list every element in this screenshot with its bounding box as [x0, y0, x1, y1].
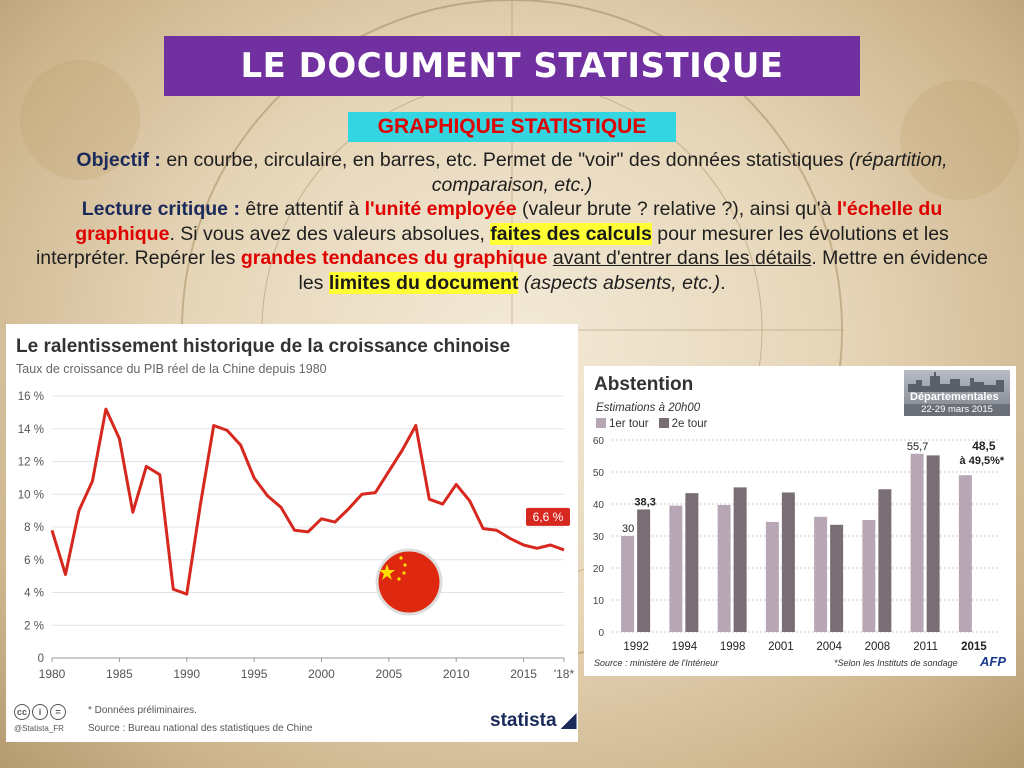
cc-icon: cc — [14, 704, 30, 720]
x-tick-label: 1995 — [240, 667, 268, 681]
flag-small-star-icon — [402, 571, 405, 574]
flag-small-star-icon — [397, 577, 400, 580]
x-tick-label: 1990 — [173, 667, 201, 681]
skyline-icon — [904, 370, 1010, 392]
flag-small-star-icon — [399, 556, 402, 559]
abstention-subtitle: Estimations à 20h00 — [596, 402, 701, 414]
flag-small-star-icon — [403, 563, 406, 566]
growth-series-line — [52, 409, 564, 594]
lecture-text-a: être attentif à — [239, 198, 365, 220]
abstention-chart-card — [584, 366, 1016, 676]
bar-2e-tour — [782, 492, 795, 632]
objectif-label: Objectif : — [76, 149, 161, 171]
x-tick-label: 1992 — [623, 641, 649, 653]
y-tick-label: 0 — [37, 653, 44, 665]
y-tick-label: 20 — [592, 564, 604, 575]
bar-2e-tour — [878, 489, 891, 632]
lecture-text-f: . Mettre en évidence les — [298, 247, 989, 294]
china-chart-title: Le ralentissement historique de la croissance chinoise — [16, 336, 511, 357]
x-tick-label: 2011 — [913, 641, 938, 653]
data-label: 55,7 — [906, 440, 929, 453]
x-tick-label: 2010 — [442, 667, 470, 681]
objectif-italic: (répartition, comparaison, etc.) — [431, 149, 948, 196]
legend-label-2: 2e tour — [671, 418, 708, 430]
abstention-bar-chart — [584, 430, 1016, 660]
x-tick-label: 2001 — [768, 641, 794, 653]
y-tick-label: 14 % — [17, 423, 44, 436]
slide-subtitle: GRAPHIQUE STATISTIQUE — [348, 112, 676, 142]
legend-label-1: 1er tour — [609, 418, 649, 430]
bar-1er-tour — [669, 506, 682, 632]
objectif-text: en courbe, circulaire, en barres, etc. Permet de "voir" des données statistiques — [160, 149, 849, 171]
china-chart-subtitle: Taux de croissance du PIB réel de la Chine depuis 1980 — [16, 362, 327, 376]
x-tick-label: '18* — [553, 667, 575, 681]
lecture-text-h: . — [720, 271, 726, 294]
y-tick-label: 16 % — [17, 391, 44, 403]
y-tick-label: 0 — [598, 628, 604, 639]
china-flag-icon — [377, 550, 441, 614]
lecture-label: Lecture critique : — [81, 198, 240, 220]
license-icons — [14, 704, 66, 720]
bar-1er-tour — [621, 536, 634, 632]
equal-icon: = — [50, 704, 66, 720]
x-tick-label: 2008 — [864, 641, 891, 653]
bar-1er-tour — [911, 454, 924, 632]
lecture-red-unite: l'unité employée — [364, 198, 517, 220]
bar-1er-tour — [718, 505, 731, 632]
bar-2e-tour — [637, 509, 650, 632]
statista-logo-icon — [561, 713, 577, 729]
legend-swatch-1 — [596, 418, 606, 428]
abstention-note: *Selon les Instituts de sondage — [834, 658, 958, 668]
abstention-title: Abstention — [594, 374, 694, 395]
badge-date: 22-29 mars 2015 — [904, 404, 1010, 416]
statista-handle: @Statista_FR — [14, 724, 64, 733]
bar-2e-tour — [830, 525, 843, 632]
abstention-source: Source : ministère de l'Intérieur — [594, 658, 719, 668]
y-tick-label: 2 % — [24, 620, 44, 633]
legend-item-1er-tour — [596, 418, 649, 430]
y-tick-label: 6 % — [24, 554, 44, 567]
lecture-text-b: (valeur brute ? relative ?), ainsi qu'à — [516, 198, 837, 220]
lecture-red-echelle: l'échelle du graphique — [75, 198, 943, 245]
y-tick-label: 10 — [592, 596, 604, 607]
y-tick-label: 60 — [592, 436, 604, 447]
abstention-legend — [596, 418, 707, 430]
china-growth-line-chart — [6, 380, 578, 750]
statista-logo — [490, 710, 577, 732]
y-tick-label: 50 — [592, 468, 604, 479]
bar-2e-tour — [685, 493, 698, 632]
data-label: 30 — [622, 523, 635, 535]
x-tick-label: 2015 — [961, 641, 987, 653]
y-tick-label: 40 — [592, 500, 604, 511]
departementales-badge — [904, 370, 1010, 416]
x-tick-label: 1980 — [38, 667, 66, 681]
y-tick-label: 12 % — [17, 456, 44, 469]
bar-1er-tour — [862, 520, 875, 632]
china-source: Source : Bureau national des statistiques de Chine — [88, 723, 313, 734]
y-tick-label: 4 % — [24, 587, 44, 600]
lecture-italic: (aspects absents, etc.) — [523, 271, 721, 294]
data-label: à 49,5%* — [959, 454, 1005, 467]
bar-1er-tour — [766, 522, 779, 632]
y-tick-label: 10 % — [17, 489, 44, 502]
x-tick-label: 1985 — [106, 667, 133, 681]
slide-title: LE DOCUMENT STATISTIQUE — [164, 36, 860, 96]
y-tick-label: 8 % — [24, 522, 44, 534]
lecture-red-tendances: grandes tendances du graphique — [240, 247, 548, 269]
y-tick-label: 30 — [592, 532, 604, 543]
legend-item-2e-tour — [659, 418, 708, 430]
bar-1er-tour — [814, 517, 827, 632]
data-label: 38,3 — [634, 496, 656, 509]
lecture-text-c: . Si vous avez des valeurs absolues, — [169, 222, 491, 245]
badge-title: Départementales — [910, 391, 999, 403]
statista-logo-text: statista — [490, 710, 557, 731]
attribution-icon: i — [32, 704, 48, 720]
body-text — [30, 148, 994, 295]
bar-2e-tour — [927, 455, 940, 632]
x-tick-label: 2000 — [308, 667, 335, 681]
callout-label: 6,6 % — [532, 509, 564, 524]
lecture-highlight-limites: limites du document — [328, 271, 519, 294]
lecture-underline: avant d'entrer dans les détails — [552, 247, 812, 269]
x-tick-label: 2015 — [510, 667, 537, 681]
lecture-text-d: pour mesurer les évolutions et les interpréter. Repérer les — [35, 222, 949, 269]
china-footnote: * Données préliminaires. — [88, 705, 197, 716]
x-tick-label: 2005 — [375, 667, 403, 681]
lecture-highlight-calculs: faites des calculs — [490, 222, 652, 245]
legend-swatch-2 — [659, 418, 669, 428]
bar-1er-tour — [959, 475, 972, 632]
x-tick-label: 2004 — [816, 641, 842, 653]
x-tick-label: 1998 — [719, 641, 746, 653]
data-label: 48,5 — [972, 438, 996, 453]
x-tick-label: 1994 — [671, 641, 698, 653]
bar-2e-tour — [734, 487, 747, 632]
afp-logo: AFP — [980, 654, 1006, 669]
china-growth-chart-card — [6, 324, 578, 742]
